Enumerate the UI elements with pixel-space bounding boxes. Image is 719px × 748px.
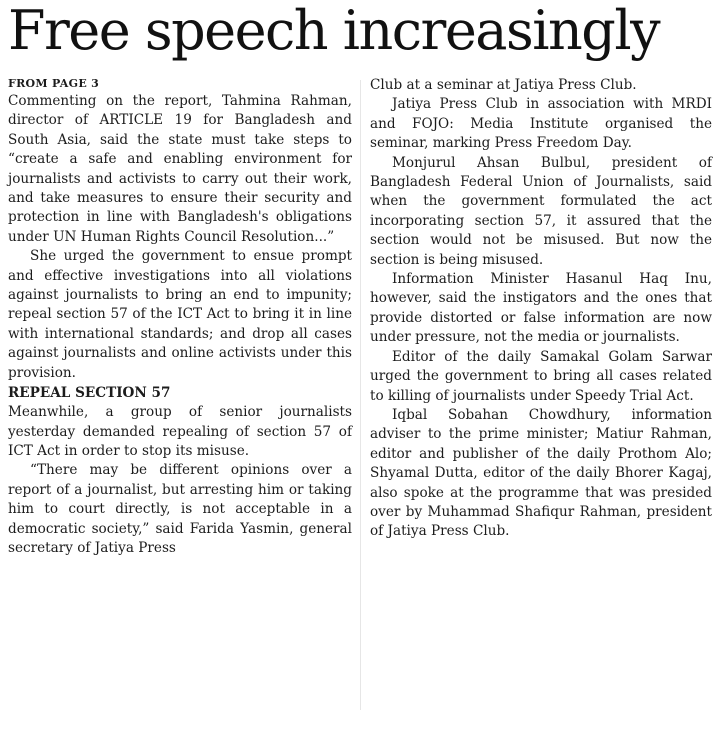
- paragraph: Monjurul Ahsan Bulbul, president of Bangladesh Federal Union of Journalists, said when the government formulated the act incorporating section 57, it assured that the section would not be misused. But now the section is being misused.: [370, 154, 712, 268]
- headline: Free speech increasingly: [8, 0, 660, 62]
- article-column-left: [8, 76, 352, 558]
- paragraph: Information Minister Hasanul Haq Inu, however, said the instigators and the ones that provide distorted or false information are now under pressure, not the media or journalists.: [370, 271, 712, 346]
- paragraph: Jatiya Press Club in association with MRDI and FOJO: Media Institute organised the seminar, marking Press Freedom Day.: [370, 96, 712, 152]
- paragraph: Editor of the daily Samakal Golam Sarwar urged the government to bring all cases related to killing of journalists under Speedy Trial Act.: [370, 348, 712, 404]
- paragraph: Iqbal Sobahan Chowdhury, information adviser to the prime minister; Matiur Rahman, editor and publisher of the daily Prothom Alo; Shyamal Dutta, editor of the daily Bhorer Kagaj, also spoke at the programme that was presided over by Muhammad Shafiqur Rahman, president of Jatiya Press Club.: [370, 406, 712, 540]
- paragraph: “There may be different opinions over a report of a journalist, but arresting him or taking him to court directly, is not acceptable in a democratic society,” said Farida Yasmin, general secretary of Jatiya Press: [8, 462, 352, 556]
- paragraph: She urged the government to ensue prompt and effective investigations into all violations against journalists to bring an end to impunity; repeal section 57 of the ICT Act to bring it in line with international standards; and drop all cases against journalists and online activists under this provision.: [8, 248, 352, 381]
- paragraph: Commenting on the report, Tahmina Rahman, director of ARTICLE 19 for Bangladesh and South Asia, said the state must take steps to “create a safe and enabling environment for journalists and activists to carry out their work, and take measures to ensure their security and protection in line with Bangladesh's obligations under UN Human Rights Council Resolution...”: [8, 93, 352, 245]
- article-column-right: [370, 76, 712, 542]
- column-divider: [360, 80, 361, 710]
- paragraph: Meanwhile, a group of senior journalists yesterday demanded repealing of section 57 of ICT Act in order to stop its misuse.: [8, 404, 352, 459]
- kicker-from-page: FROM PAGE 3: [8, 77, 100, 90]
- subheading: REPEAL SECTION 57: [8, 385, 171, 402]
- paragraph: Club at a seminar at Jatiya Press Club.: [370, 77, 637, 93]
